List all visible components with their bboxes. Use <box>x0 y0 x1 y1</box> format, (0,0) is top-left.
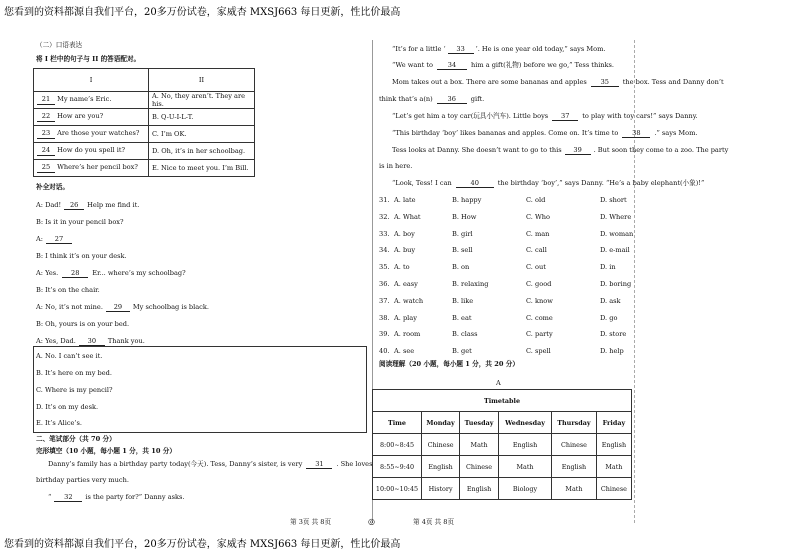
section-title: （二）口语表达 <box>36 41 83 49</box>
choice-option[interactable]: C. party <box>526 330 553 338</box>
choice-option[interactable]: A. see <box>394 347 415 355</box>
table-row <box>34 109 255 126</box>
choice-option[interactable]: B. get <box>452 347 472 355</box>
column-header: Monday <box>422 412 460 434</box>
table-row <box>34 126 255 143</box>
match-question: My name’s Eric. <box>57 95 112 104</box>
choice-option[interactable]: B. sell <box>452 246 473 254</box>
choice-option[interactable]: B. class <box>452 330 478 338</box>
match-answer: A. No, they aren’t. They are his. <box>149 92 255 109</box>
blank-26[interactable]: 26 <box>64 202 84 210</box>
option-item: D. It’s on my desk. <box>36 403 99 411</box>
dialog-line: A: No, it’s not mine. 29 My schoolbag is black. <box>36 303 209 311</box>
table-cell: 8:55~9:40 <box>373 456 422 478</box>
cloze-line: “Let’s get him a toy car(玩具小汽车). Little boys 37 to play with toy cars!” says Danny. <box>392 112 698 120</box>
cloze-line: “ 32 is the party for?” Danny asks. <box>48 493 185 501</box>
table-row <box>34 143 255 160</box>
choice-option[interactable]: C. Who <box>526 213 550 221</box>
choice-num: 34. <box>379 246 390 254</box>
blank-31[interactable]: 31 <box>306 461 332 469</box>
top-banner: 您看到的资料都源自我们平台，20多万份试卷，家威杏 MXSJ663 每日更新，性比价最高 <box>4 7 401 18</box>
blank-32[interactable]: 32 <box>54 494 82 502</box>
table-cell: Math <box>596 456 631 478</box>
cloze-line: Danny’s family has a birthday party today(今天). Tess, Danny’s sister, is very 31 . She loves <box>48 460 373 468</box>
choice-option[interactable]: D. woman <box>600 230 634 238</box>
match-answer: C. I’m OK. <box>149 126 255 143</box>
table-cell: Chinese <box>596 478 631 500</box>
match-answer: D. Oh, it’s in her schoolbag. <box>149 143 255 160</box>
cloze-title: 完形填空（10 小题，每小题 1 分，共 10 分） <box>36 447 176 455</box>
page-number-right: 第 4页 共 8页 <box>413 518 455 526</box>
blank-35[interactable]: 35 <box>591 79 619 87</box>
choice-num: 37. <box>379 297 390 305</box>
choice-option[interactable]: A. watch <box>394 297 424 305</box>
choice-option[interactable]: C. come <box>526 314 553 322</box>
dialog-line: A: Yes. 28 Er... where’s my schoolbag? <box>36 269 186 277</box>
choice-option[interactable]: B. eat <box>452 314 472 322</box>
choice-option[interactable]: A. play <box>394 314 417 322</box>
blank-23[interactable]: 23 <box>37 130 55 138</box>
cloze-line: “It’s for a little ‘ 33 ’. He is one year old today,” says Mom. <box>392 45 606 53</box>
blank-38[interactable]: 38 <box>622 130 650 138</box>
choice-option[interactable]: B. happy <box>452 196 482 204</box>
choice-num: 31. <box>379 196 390 204</box>
choice-option[interactable]: C. old <box>526 196 546 204</box>
table-cell: English <box>596 434 631 456</box>
choice-option[interactable]: C. good <box>526 280 552 288</box>
table-row <box>34 160 255 177</box>
reading-title: 阅读理解（20 小题，每小题 1 分，共 20 分） <box>379 360 519 368</box>
cloze-line: “Look, Tess! I can 40 the birthday ‘boy’,” says Danny. “He’s a baby elephant(小象)!” <box>392 179 705 187</box>
choice-option[interactable]: C. know <box>526 297 553 305</box>
table-cell: English <box>552 456 597 478</box>
choice-option[interactable]: A. What <box>394 213 421 221</box>
choice-option[interactable]: A. room <box>394 330 421 338</box>
choice-option[interactable]: B. like <box>452 297 474 305</box>
choice-option[interactable]: A. easy <box>394 280 418 288</box>
part2-title: 二、笔试部分（共 70 分） <box>36 435 116 443</box>
choice-option[interactable]: A. late <box>394 196 416 204</box>
choice-option[interactable]: D. Where <box>600 213 632 221</box>
choice-option[interactable]: B. How <box>452 213 477 221</box>
timetable-title: Timetable <box>373 390 632 412</box>
choice-option[interactable]: D. short <box>600 196 627 204</box>
dialog-title: 补全对话。 <box>36 183 69 191</box>
blank-40[interactable]: 40 <box>456 180 494 188</box>
cloze-line: birthday parties very much. <box>36 476 129 484</box>
option-item: B. It’s here on my bed. <box>36 369 112 377</box>
cloze-line: “This birthday ‘boy’ likes bananas and apples. Come on. It’s time to 38 .” says Mom. <box>392 129 698 137</box>
dialog-line: A: 27 <box>36 236 75 244</box>
dialog-line: B: I think it’s on your desk. <box>36 252 127 260</box>
choice-option[interactable]: D. e-mail <box>600 246 630 254</box>
choice-option[interactable]: D. boring <box>600 280 632 288</box>
dialog-line: A: Dad! 26 Help me find it. <box>36 201 140 209</box>
blank-37[interactable]: 37 <box>552 113 578 121</box>
choice-option[interactable]: C. spell <box>526 347 551 355</box>
choice-num: 38. <box>379 314 390 322</box>
cloze-line: think that’s a(n) 36 gift. <box>379 95 485 103</box>
match-answer: E. Nice to meet you. I’m Bill. <box>149 160 255 177</box>
table-cell: English <box>498 434 551 456</box>
match-question: How are you? <box>57 112 104 121</box>
option-item: E. It’s Alice’s. <box>36 419 82 427</box>
table-cell: English <box>422 456 460 478</box>
dialog-line: B: It’s on the chair. <box>36 286 100 294</box>
blank-25[interactable]: 25 <box>37 164 55 172</box>
option-item: C. Where is my pencil? <box>36 386 113 394</box>
choice-option[interactable]: D. store <box>600 330 627 338</box>
match-question: How do you spell it? <box>57 146 126 155</box>
dialog-line: A: Yes, Dad. 30 Thank you. <box>36 337 145 345</box>
choice-option[interactable]: D. help <box>600 347 624 355</box>
table-cell: Chinese <box>460 456 499 478</box>
choice-num: 39. <box>379 330 390 338</box>
blank-24[interactable]: 24 <box>37 147 55 155</box>
match-instruction: 将 I 栏中的句子与 II 的答语配对。 <box>36 55 141 63</box>
center-mark-icon: ◎ <box>368 517 375 526</box>
table-cell: Math <box>498 456 551 478</box>
option-item: A. No. I can’t see it. <box>36 352 103 360</box>
blank-39[interactable]: 39 <box>565 147 591 155</box>
match-question: Where’s her pencil box? <box>57 163 138 172</box>
cloze-line: Mom takes out a box. There are some bananas and apples 35 the box. Tess and Danny don’t <box>392 78 724 86</box>
choice-option[interactable]: B. relaxing <box>452 280 489 288</box>
dialog-line: B: Is it in your pencil box? <box>36 218 124 226</box>
blank-34[interactable]: 34 <box>437 62 467 70</box>
match-question: Are those your watches? <box>57 129 140 138</box>
table-cell: English <box>460 478 499 500</box>
page-number-left: 第 3页 共 8页 <box>290 518 332 526</box>
choice-num: 32. <box>379 213 390 221</box>
blank-27[interactable]: 27 <box>46 236 72 244</box>
table-cell: Chinese <box>552 434 597 456</box>
table-cell: Chinese <box>422 434 460 456</box>
blank-22[interactable]: 22 <box>37 113 55 121</box>
table-cell: Math <box>552 478 597 500</box>
choice-option[interactable]: B. on <box>452 263 470 271</box>
table-row <box>373 456 632 478</box>
table-cell: Biology <box>498 478 551 500</box>
match-head-2: II <box>149 69 255 92</box>
choice-option[interactable]: C. out <box>526 263 546 271</box>
choice-option[interactable]: A. boy <box>394 230 415 238</box>
table-row <box>373 478 632 500</box>
blank-33[interactable]: 33 <box>448 46 474 54</box>
dialog-line: B: Oh, yours is on your bed. <box>36 320 130 328</box>
timetable <box>372 389 632 500</box>
choice-option[interactable]: A. buy <box>394 246 416 254</box>
choice-num: 35. <box>379 263 390 271</box>
cloze-line: Tess looks at Danny. She doesn’t want to go to this 39 . But soon they come to a zoo. The party <box>392 146 729 154</box>
table-row <box>373 434 632 456</box>
blank-28[interactable]: 28 <box>62 270 88 278</box>
choice-num: 36. <box>379 280 390 288</box>
choice-option[interactable]: D. in <box>600 263 616 271</box>
choice-option[interactable]: C. man <box>526 230 550 238</box>
table-cell: 10:00~10:45 <box>373 478 422 500</box>
column-header: Thursday <box>552 412 597 434</box>
column-header: Tuesday <box>460 412 499 434</box>
table-row <box>373 412 632 434</box>
reading-section-label: A <box>496 379 501 387</box>
blank-30[interactable]: 30 <box>79 338 105 346</box>
table-row <box>34 92 255 109</box>
column-header: Wednesday <box>498 412 551 434</box>
blank-21[interactable]: 21 <box>37 96 55 104</box>
choice-option[interactable]: A. to <box>394 263 410 271</box>
choice-option[interactable]: D. go <box>600 314 618 322</box>
cloze-line: “We want to 34 him a gift(礼物) before we go,” Tess thinks. <box>392 61 615 69</box>
choice-num: 40. <box>379 347 390 355</box>
table-cell: History <box>422 478 460 500</box>
cloze-line: is in here. <box>379 162 413 170</box>
match-head-1: I <box>34 69 149 92</box>
column-header: Time <box>373 412 422 434</box>
bottom-banner: 您看到的资料都源自我们平台，20多万份试卷，家威杏 MXSJ663 每日更新，性比价最高 <box>4 539 401 550</box>
match-table <box>33 68 255 177</box>
choice-option[interactable]: D. ask <box>600 297 621 305</box>
blank-29[interactable]: 29 <box>106 304 130 312</box>
blank-36[interactable]: 36 <box>437 96 467 104</box>
choice-option[interactable]: C. call <box>526 246 547 254</box>
choice-option[interactable]: B. girl <box>452 230 473 238</box>
choice-num: 33. <box>379 230 390 238</box>
match-answer: B. Q-U-I-L-T. <box>149 109 255 126</box>
table-cell: Math <box>460 434 499 456</box>
column-header: Friday <box>596 412 631 434</box>
table-cell: 8:00~8:45 <box>373 434 422 456</box>
